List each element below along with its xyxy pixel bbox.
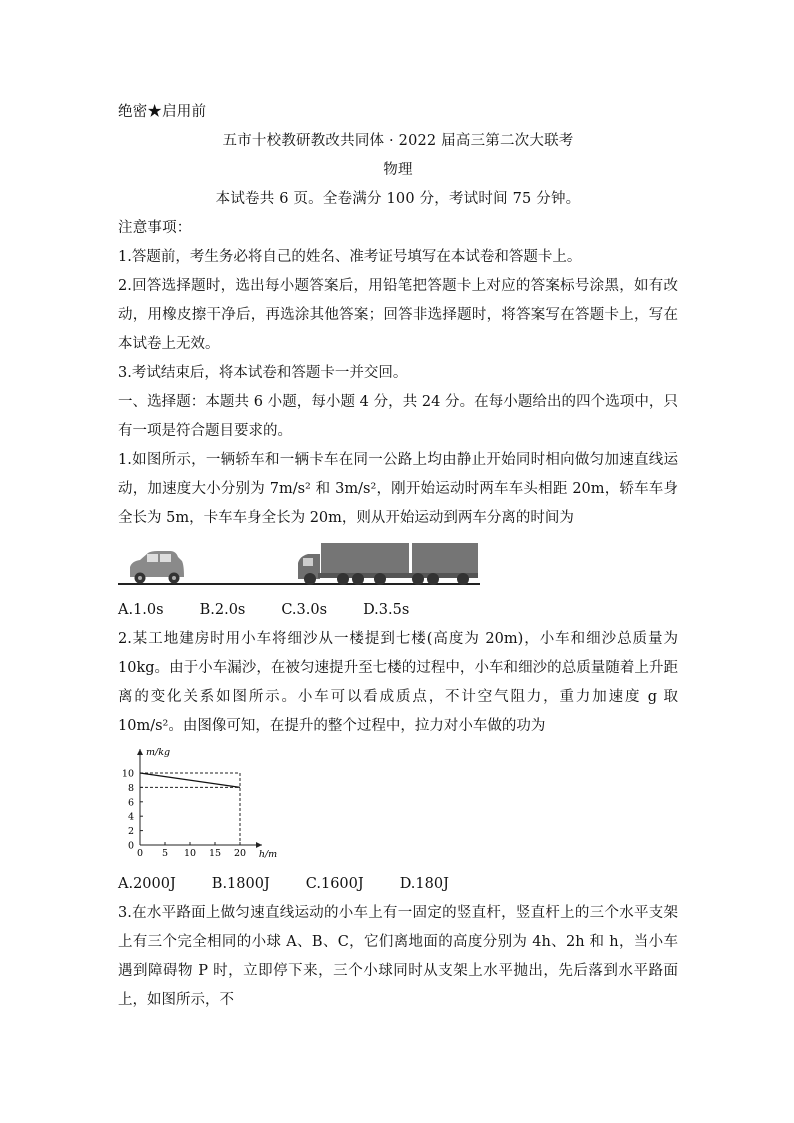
option-d: D.3.5s (363, 602, 410, 618)
option-c: C.3.0s (281, 602, 328, 618)
question-2-stem: 2.某工地建房时用小车将细沙从一楼提到七楼(高度为 20m)，小车和细沙总质量为 10kg。由于小车漏沙，在被匀速提升至七楼的过程中，小车和细沙的总质量随着上升距离的变化关系如图所示。小车可以看成质点，不计空气阻力，重力加速度 g 取 10m/s²。由图像可知，在提升的整个过程中，拉力对小车做的功为 (118, 631, 678, 734)
section-heading: 一、选择题：本题共 6 小题，每小题 4 分，共 24 分。在每小题给出的四个选项中，只有一项是符合题目要求的。 (118, 394, 678, 439)
option-c: C.1600J (305, 876, 364, 892)
x-tick-label: 10 (183, 848, 197, 859)
note-item-2: 2.回答选择题时，选出每小题答案后，用铅笔把答题卡上对应的答案标号涂黑，如有改动，用橡皮擦干净后，再选涂其他答案；回答非选择题时，将答案写在答题卡上，写在本试卷上无效。 (118, 278, 678, 352)
x-tick-label: 0 (136, 848, 144, 859)
mass-height-graph (118, 745, 278, 865)
y-tick-label: 6 (127, 797, 134, 809)
y-tick-label: 2 (127, 826, 134, 838)
question-3-stem: 3.在水平路面上做匀速直线运动的小车上有一固定的竖直杆，竖直杆上的三个水平支架上有三个完全相同的小球 A、B、C，它们离地面的高度分别为 4h、2h 和 h，当小车遇到障碍物 P 时，立即停下来，三个小球同时从支架上水平抛出，先后落到水平路面上，如图所示，不 (118, 905, 678, 1008)
option-a: A.2000J (118, 876, 176, 892)
x-axis-arrow (256, 842, 262, 848)
question-1-stem: 1.如图所示，一辆轿车和一辆卡车在同一公路上均由静止开始同时相向做匀加速直线运动，加速度大小分别为 7m/s² 和 3m/s²，刚开始运动时两车车头相距 20m，轿车车身全长为 5m，卡车车身全长为 20m，则从开始运动到两车分离的时间为 (118, 452, 678, 526)
note-item-1: 1.答题前，考生务必将自己的姓名、准考证号填写在本试卷和答题卡上。 (118, 249, 582, 265)
x-axis-label: h/m (258, 849, 278, 860)
y-axis-label: m/kg (146, 747, 171, 758)
road-line (118, 583, 480, 585)
car-icon (130, 551, 184, 584)
option-a: A.1.0s (118, 602, 164, 618)
y-tick-label: 10 (121, 768, 134, 780)
x-tick-label: 5 (161, 848, 169, 859)
option-d: D.180J (399, 876, 449, 892)
question-1-options (118, 595, 678, 625)
option-b: B.1800J (211, 876, 270, 892)
exam-info: 本试卷共 6 页。全卷满分 100 分，考试时间 75 分钟。 (215, 191, 581, 207)
truck-icon (298, 543, 478, 585)
subject-title: 物理 (383, 162, 413, 178)
question-2-options (118, 869, 678, 899)
confidential-label: 绝密★启用前 (118, 104, 207, 120)
exam-page (118, 98, 678, 1015)
y-tick-label: 8 (127, 782, 134, 794)
exam-title: 五市十校教研教改共同体 · 2022 届高三第二次大联考 (222, 133, 574, 149)
car-truck-figure (118, 539, 480, 589)
y-tick-label: 4 (127, 811, 134, 823)
y-tick-label: 0 (127, 840, 134, 852)
notes-title: 注意事项： (118, 220, 192, 236)
y-axis-arrow (137, 749, 143, 755)
x-tick-label: 20 (233, 848, 247, 859)
mass-line (140, 773, 240, 787)
option-b: B.2.0s (199, 602, 246, 618)
x-tick-label: 15 (208, 848, 222, 859)
note-item-3: 3.考试结束后，将本试卷和答题卡一并交回。 (118, 365, 408, 381)
